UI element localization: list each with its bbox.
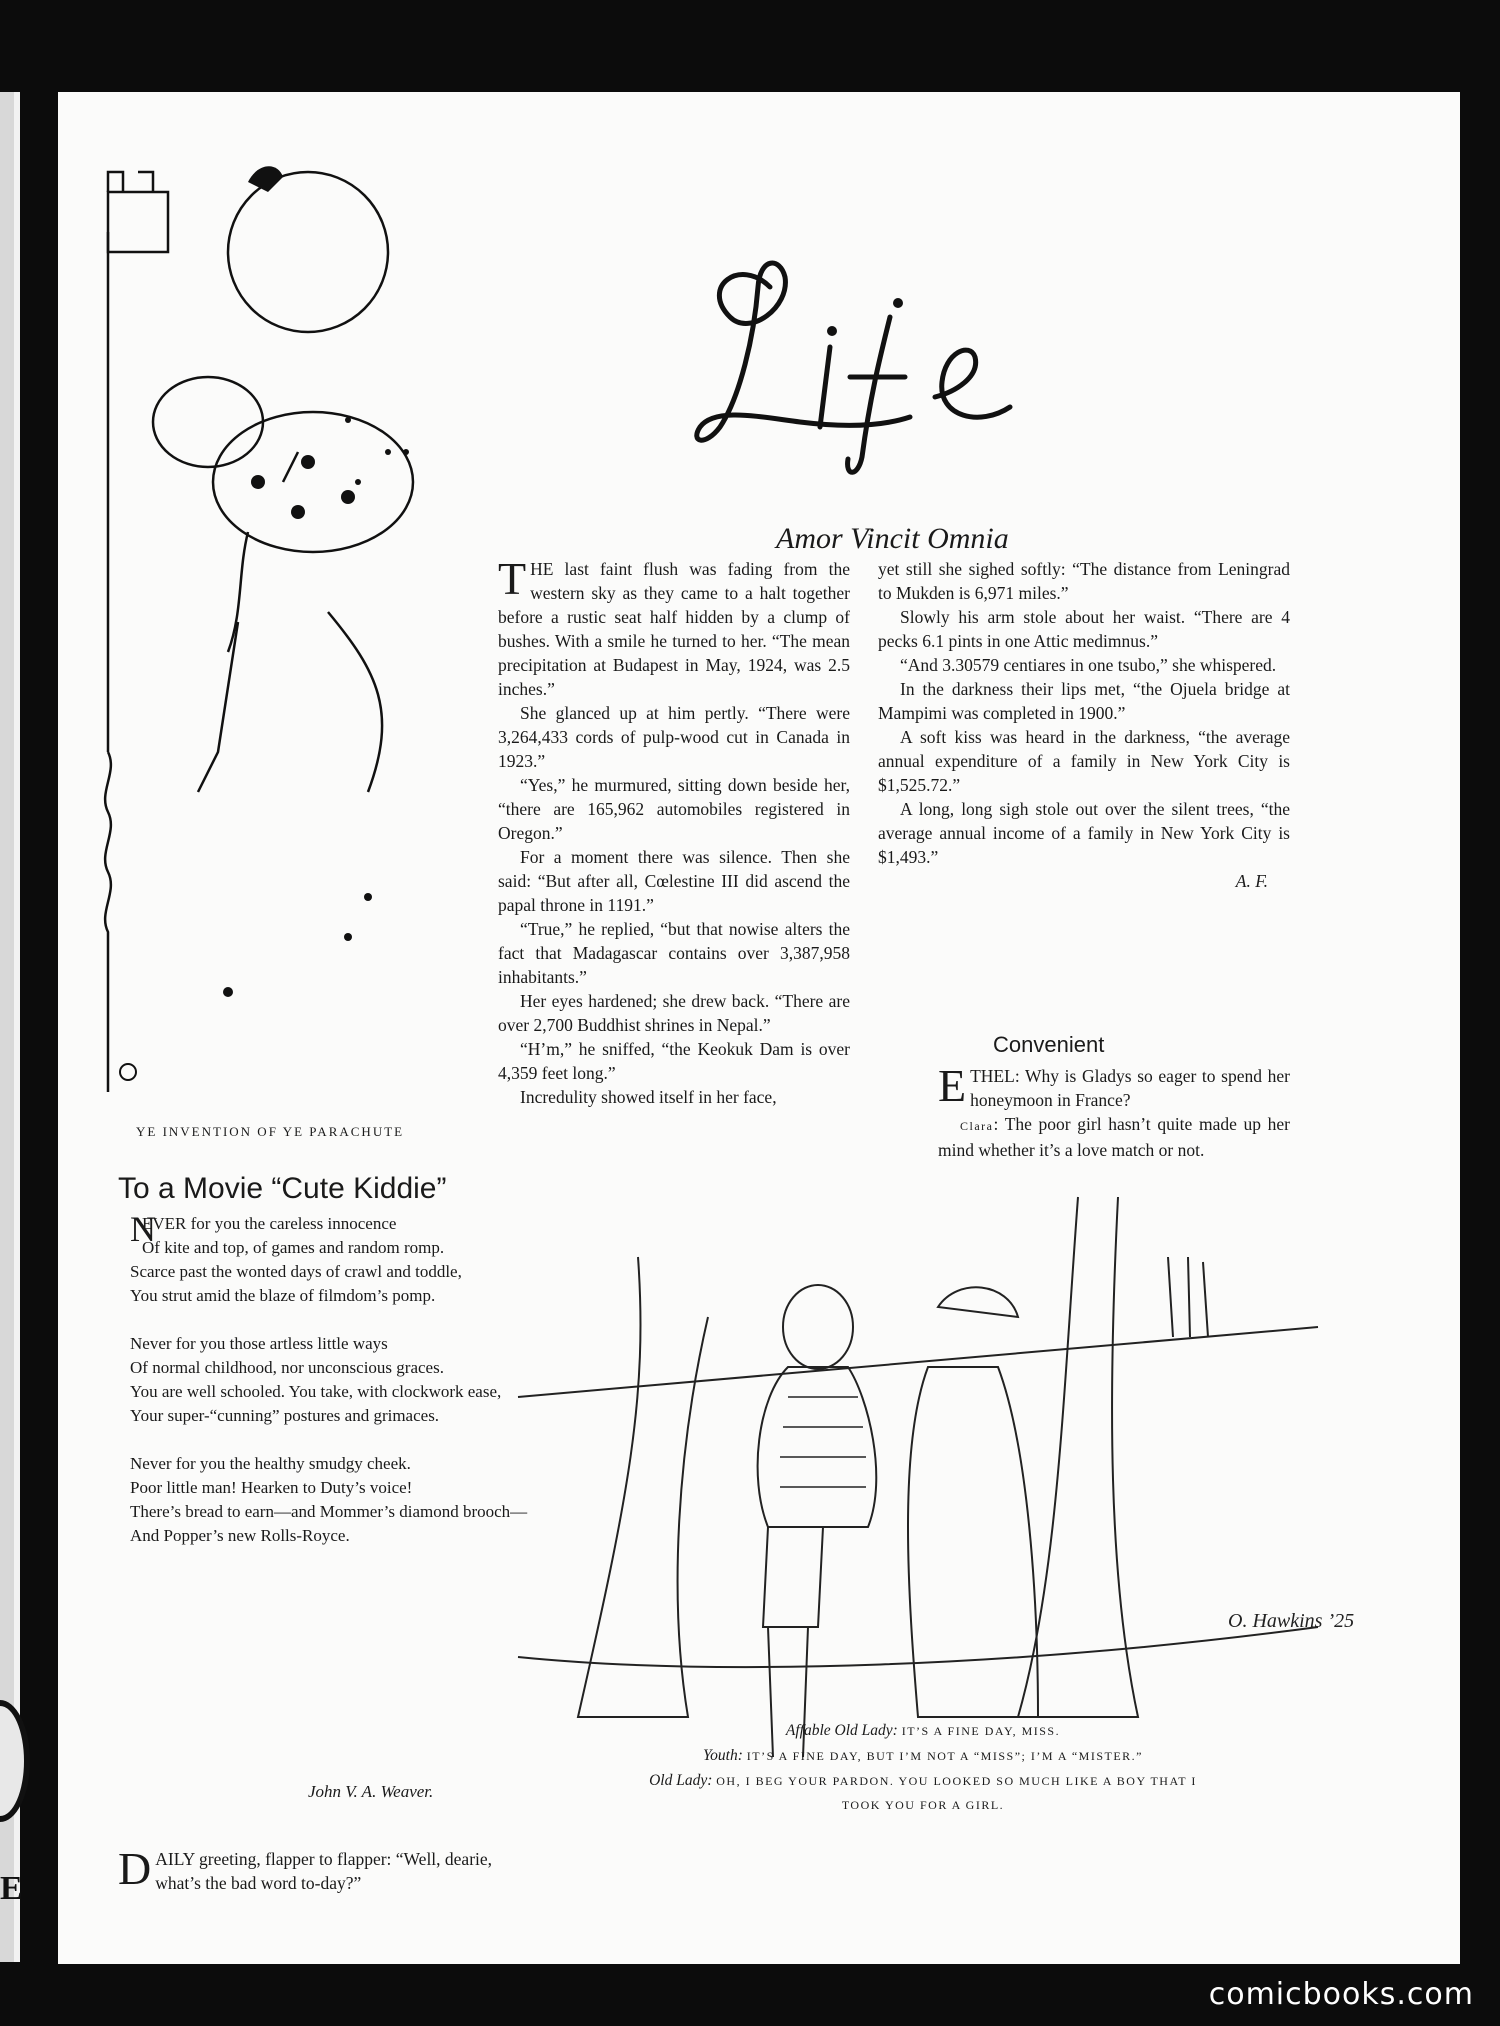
magazine-page: [58, 92, 1460, 1964]
poem-line: Scarce past the wonted days of crawl and toddle,: [130, 1262, 462, 1281]
poem-title: To a Movie “Cute Kiddie”: [118, 1172, 447, 1205]
caption-text: IT’S A FINE DAY, BUT I’M NOT A “MISS”; I’M A “MISTER.”: [746, 1749, 1144, 1763]
masthead-life-logo: [680, 227, 1120, 487]
parachute-illustration: [98, 152, 518, 1092]
cartoon-artist-signature: O. Hawkins ’25: [1228, 1610, 1355, 1632]
poem-line: And Popper’s new Rolls-Royce.: [130, 1526, 350, 1545]
cartoon-caption-line: [528, 1722, 1318, 1740]
cartoon-caption-line: [528, 1747, 1318, 1765]
poem-line: Never for you the healthy smudgy cheek.: [130, 1454, 411, 1473]
story-paragraph: Incredulity showed itself in her face,: [520, 1087, 777, 1107]
poem-line: Your super-“cunning” postures and grimaces.: [130, 1406, 440, 1425]
story-paragraph: Slowly his arm stole about her waist. “There are 4 pecks 6.1 pints in one Attic medimnus.”: [878, 607, 1290, 651]
story-dropcap: T: [498, 553, 527, 604]
caption-speaker: Youth:: [702, 1747, 743, 1764]
story-paragraph: Her eyes hardened; she drew back. “There are over 2,700 Buddhist shrines in Nepal.”: [498, 991, 850, 1035]
convenient-dropcap: E: [938, 1060, 967, 1111]
poem-line: You strut amid the blaze of filmdom’s pomp.: [130, 1286, 436, 1305]
caption-text: IT’S A FINE DAY, MISS.: [901, 1724, 1061, 1738]
story-signature: A. F.: [1235, 871, 1268, 891]
daily-dropcap: D: [118, 1843, 152, 1894]
cartoon-caption-line: [528, 1796, 1318, 1814]
caption-speaker: Old Lady:: [649, 1772, 713, 1789]
convenient-line-1: : Why is Gladys so eager to spend her honeymoon in France?: [970, 1066, 1290, 1110]
convenient-speaker-2: Clara: [960, 1119, 994, 1133]
convenient-line-2: : The poor girl hasn’t quite made up her mind whether it’s a love match or not.: [938, 1114, 1290, 1160]
cartoon-illustration: [518, 1197, 1355, 1797]
watermark: comicbooks.com: [1208, 1977, 1474, 2012]
story-paragraph: “Yes,” he murmured, sitting down beside her, “there are 165,962 automobiles registered in Oregon.”: [498, 775, 850, 843]
story-title: Amor Vincit Omnia: [776, 522, 1009, 555]
poem-line: Of normal childhood, nor unconscious graces.: [130, 1358, 444, 1377]
poem-dropcap: N: [130, 1209, 156, 1249]
story-paragraph: “H’m,” he sniffed, “the Keokuk Dam is over 4,359 feet long.”: [498, 1039, 850, 1083]
poem-line: There’s bread to earn—and Mommer’s diamond brooch—: [130, 1502, 528, 1521]
story-paragraph: yet still she sighed softly: “The distance from Leningrad to Mukden is 6,971 miles.”: [878, 559, 1290, 603]
caption-text: OH, I BEG YOUR PARDON. YOU LOOKED SO MUCH LIKE A BOY THAT I: [716, 1774, 1197, 1788]
story-paragraph: She glanced up at him pertly. “There were 3,264,433 cords of pulp-wood cut in Canada in 1923.”: [498, 703, 850, 771]
story-paragraph: In the darkness their lips met, “the Ojuela bridge at Mampimi was completed in 1900.”: [878, 679, 1290, 723]
caption-text: TOOK YOU FOR A GIRL.: [841, 1798, 1005, 1812]
poem-body: [116, 1209, 530, 1548]
caption-speaker: Affable Old Lady:: [785, 1722, 898, 1739]
previous-page-letter: E: [0, 1870, 23, 1907]
poem-line: You are well schooled. You take, with clockwork ease,: [130, 1382, 502, 1401]
poem-signature: John V. A. Weaver.: [308, 1782, 434, 1801]
convenient-title: Convenient: [993, 1032, 1105, 1057]
previous-page-border: [14, 92, 20, 1962]
convenient-speaker-1: THEL: [970, 1066, 1015, 1086]
story-column-1: [498, 553, 850, 1109]
daily-greeting-joke: [118, 1843, 532, 1895]
illustration-caption: YE INVENTION OF YE PARACHUTE: [136, 1124, 405, 1139]
convenient-joke: [938, 1060, 1290, 1162]
cartoon-caption-line: [528, 1772, 1318, 1790]
story-paragraph: For a moment there was silence. Then she said: “But after all, Cœlestine III did ascend the papal throne in 1191.”: [498, 847, 850, 915]
poem-line: Poor little man! Hearken to Duty’s voice!: [130, 1478, 413, 1497]
story-column-2: [878, 557, 1290, 893]
daily-text: AILY greeting, flapper to flapper: “Well, dearie, what’s the bad word to-day?”: [155, 1849, 493, 1893]
poem-line: Never for you those artless little ways: [130, 1334, 388, 1353]
poem-line: Of kite and top, of games and random romp.: [142, 1238, 445, 1257]
poem-line: EVER for you the careless innocence: [142, 1214, 397, 1233]
previous-page-ring-fragment: [0, 1700, 30, 1822]
previous-page-edge: [0, 92, 14, 1962]
story-paragraph: HE last faint flush was fading from the western sky as they came to a halt together before a rustic seat half hidden by a clump of bushes. With a smile he turned to her. “The mean precipitation at Budapest in May, 1924, was 2.5 inches.”: [498, 559, 850, 699]
story-paragraph: “And 3.30579 centiares in one tsubo,” she whispered.: [900, 655, 1277, 675]
story-paragraph: A long, long sigh stole out over the silent trees, “the average annual income of a family in New York City is $1,493.”: [878, 799, 1290, 867]
story-paragraph: A soft kiss was heard in the darkness, “the average annual expenditure of a family in New York City is $1,525.72.”: [878, 727, 1290, 795]
story-paragraph: “True,” he replied, “but that nowise alters the fact that Madagascar contains over 3,387,958 inhabitants.”: [498, 919, 850, 987]
